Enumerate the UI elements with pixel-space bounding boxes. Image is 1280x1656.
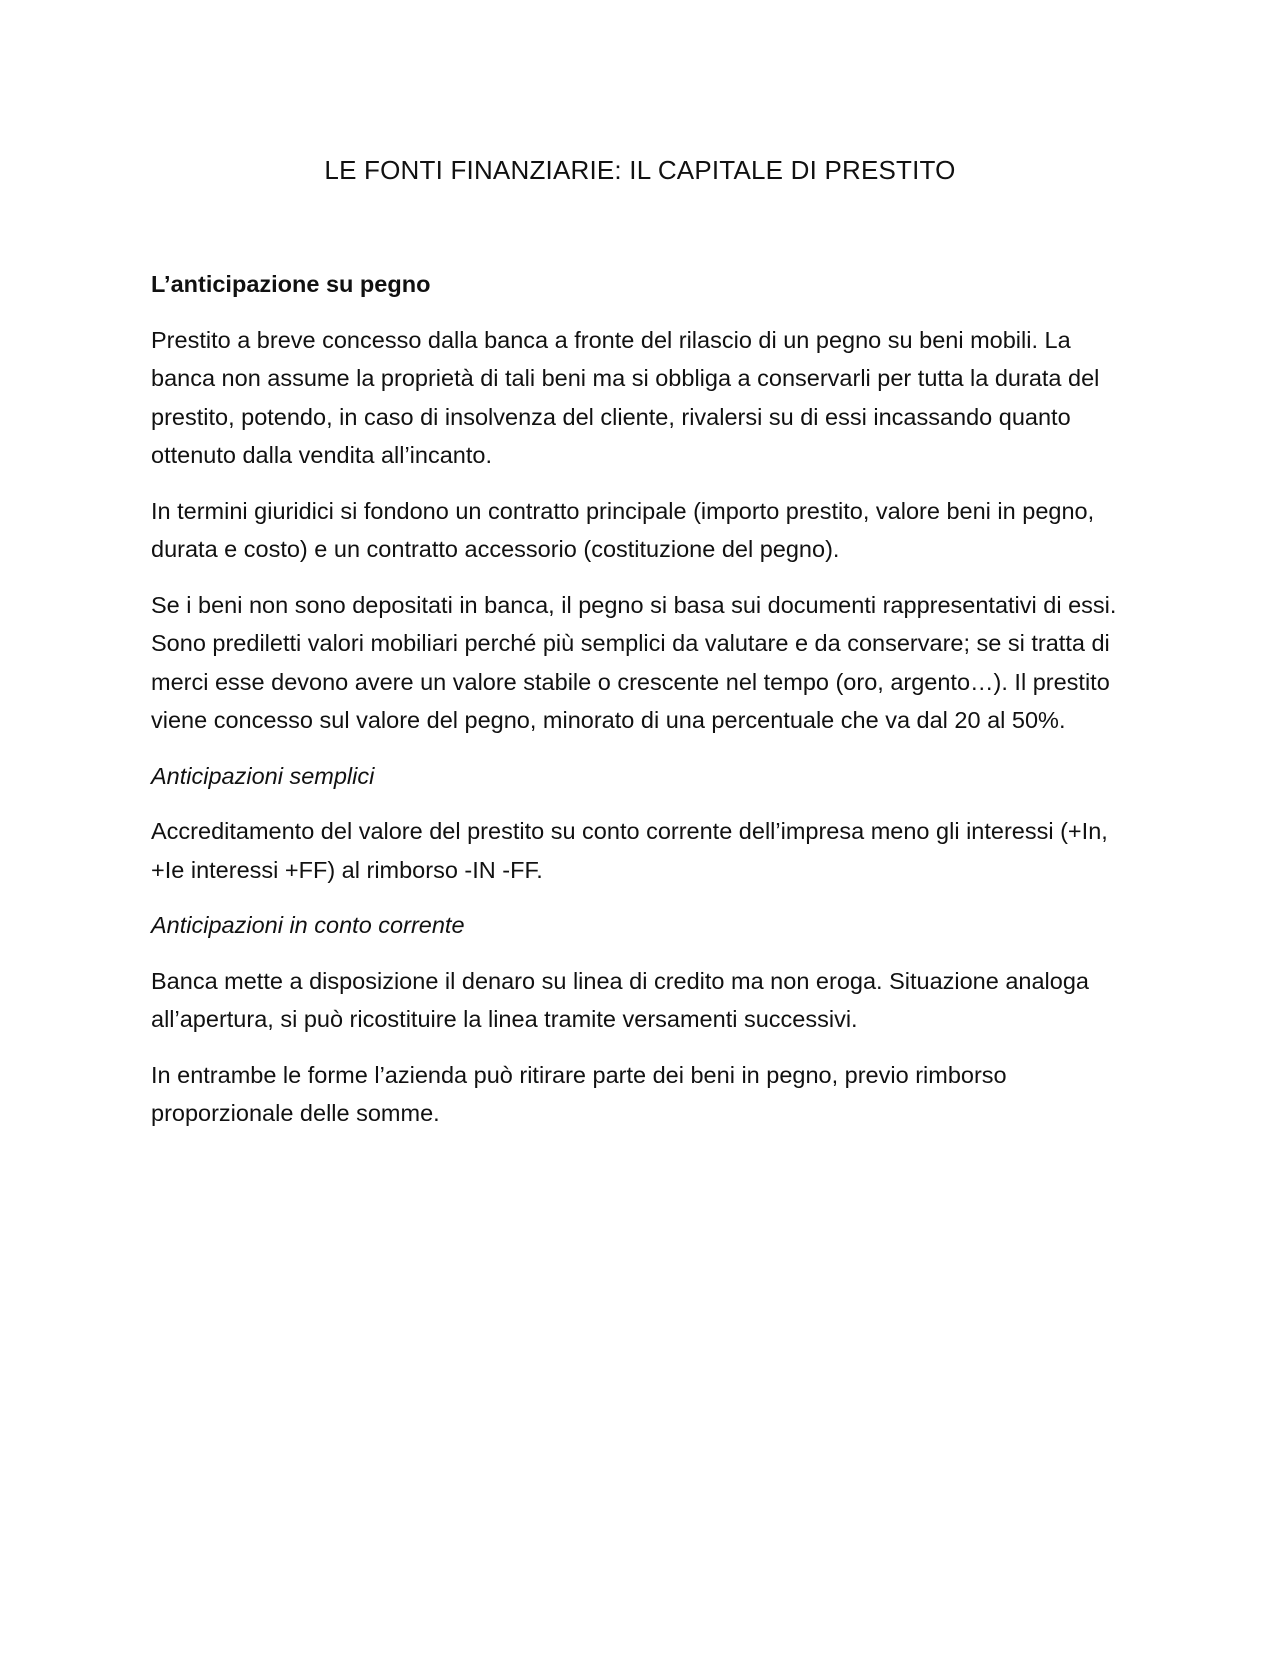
paragraph: Se i beni non sono depositati in banca, il pegno si basa sui documenti rappresentativi di essi. Sono prediletti valori mobiliari perché più semplici da valutare e da conservare; se si tratta di merci esse devono avere un valore stabile o crescente nel tempo (oro, argento…). Il prestito viene concesso sul valore del pegno, minorato di una percentuale che va dal 20 al 50%. bbox=[151, 591, 1117, 733]
subsection-heading: Anticipazioni semplici bbox=[151, 762, 375, 789]
subsection-paragraph: Accreditamento del valore del prestito su conto corrente dell’impresa meno gli interessi (+In, +Ie interessi +FF) al rimborso -IN -FF. bbox=[151, 818, 1108, 883]
document-body bbox=[151, 265, 1136, 1150]
closing-paragraph: In entrambe le forme l’azienda può ritirare parte dei beni in pegno, previo rimborso proporzionale delle somme. bbox=[151, 1061, 1007, 1126]
paragraph: Prestito a breve concesso dalla banca a fronte del rilascio di un pegno su beni mobili. La banca non assume la proprietà di tali beni ma si obbliga a conservarli per tutta la durata del prestito, potendo, in caso di insolvenza del cliente, rivalersi su di essi incassando quanto ottenuto dalla vendita all’incanto. bbox=[151, 326, 1100, 468]
paragraph: In termini giuridici si fondono un contratto principale (importo prestito, valore beni in pegno, durata e costo) e un contratto accessorio (costituzione del pegno). bbox=[151, 497, 1095, 562]
subsection-paragraph: Banca mette a disposizione il denaro su linea di credito ma non eroga. Situazione analoga all’apertura, si può ricostituire la linea tramite versamenti successivi. bbox=[151, 967, 1089, 1032]
section-heading: L’anticipazione su pegno bbox=[151, 271, 431, 297]
subsection-heading: Anticipazioni in conto corrente bbox=[151, 912, 465, 938]
document-title: LE FONTI FINANZIARIE: IL CAPITALE DI PRESTITO bbox=[324, 155, 956, 185]
